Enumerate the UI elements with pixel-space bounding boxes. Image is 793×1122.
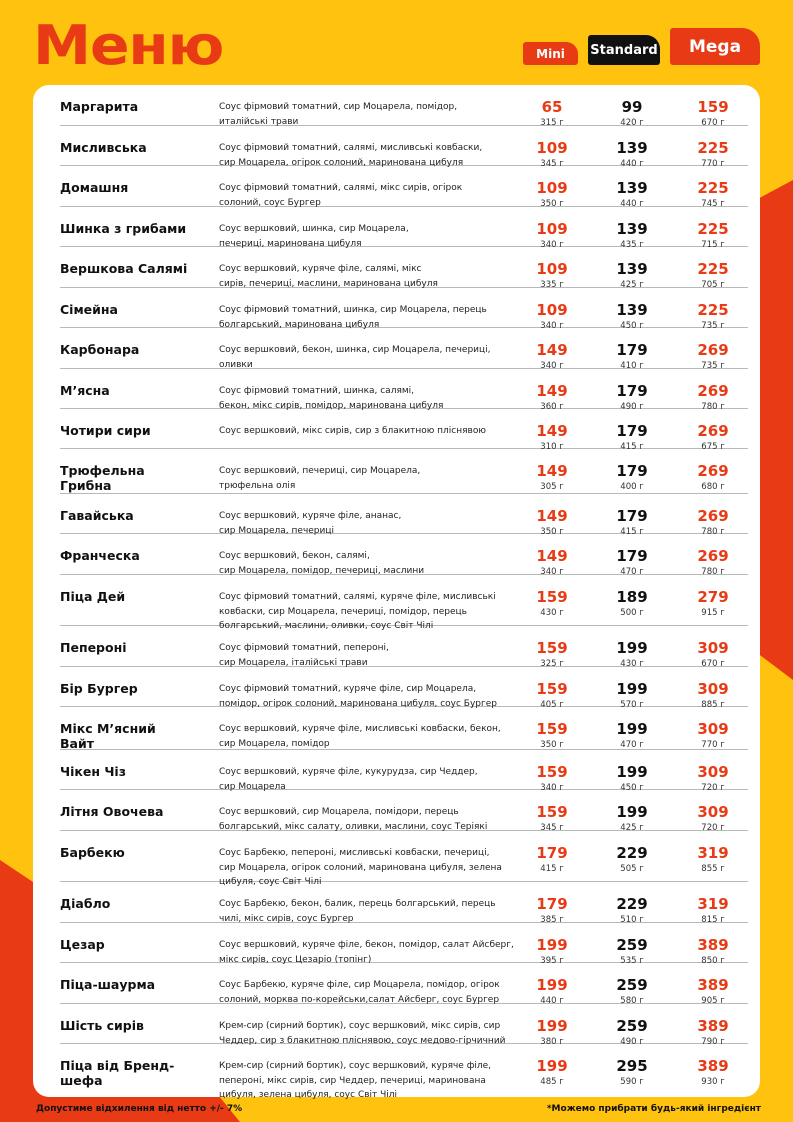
weight-mega: 850 г	[701, 956, 725, 966]
price-mini: 199	[536, 976, 568, 994]
menu-row	[60, 126, 748, 169]
price-standard: 199	[616, 639, 648, 657]
pizza-name: Мікс М’ясний Вайт	[60, 721, 156, 751]
weight-mega: 770 г	[701, 740, 725, 750]
pizza-name: Бір Бургер	[60, 681, 138, 696]
price-standard: 179	[616, 422, 648, 440]
price-mini: 109	[536, 220, 568, 238]
pizza-name: Сімейна	[60, 302, 118, 317]
weight-mega: 905 г	[701, 996, 725, 1006]
pizza-description: Соус Барбекю, бекон, балик, перець болгарський, перець чилі, мікс сирів, соус Бургер	[219, 899, 496, 924]
pizza-description: Соус фірмовий томатний, салямі, мисливські ковбаски, сир Моцарела, огірок солоний, маринована цибуля	[219, 143, 483, 168]
price-mini: 149	[536, 382, 568, 400]
weight-mega: 770 г	[701, 159, 725, 169]
weight-mini: 340 г	[540, 567, 564, 577]
pizza-description: Соус фірмовий томатний, салямі, куряче філе, мисливські ковбаски, сир Моцарела, печериці, помідор, перець болгарський, маслини, оливки, соус Світ Чілі	[219, 592, 496, 631]
weight-standard: 400 г	[620, 482, 644, 492]
price-mega: 309	[697, 803, 729, 821]
pizza-name: Барбекю	[60, 845, 125, 860]
price-mega: 225	[697, 301, 729, 319]
weight-standard: 415 г	[620, 527, 644, 537]
pizza-description: Соус вершковий, куряче філе, кукурудза, сир Чеддер, сир Моцарела	[219, 767, 478, 792]
price-mega: 225	[697, 179, 729, 197]
weight-standard: 435 г	[620, 240, 644, 250]
pizza-description: Соус фірмовий томатний, шинка, салямі, бекон, мікс сирів, помідор, маринована цибуля	[219, 386, 444, 411]
pizza-name: Піца від Бренд- шефа	[60, 1058, 175, 1088]
price-mini: 159	[536, 588, 568, 606]
price-mega: 309	[697, 680, 729, 698]
price-mini: 109	[536, 179, 568, 197]
weight-mega: 675 г	[701, 442, 725, 452]
price-standard: 139	[616, 179, 648, 197]
weight-standard: 490 г	[620, 1037, 644, 1047]
weight-mega: 715 г	[701, 240, 725, 250]
price-standard: 139	[616, 301, 648, 319]
weight-mini: 350 г	[540, 740, 564, 750]
price-mini: 109	[536, 260, 568, 278]
pizza-description: Соус вершковий, шинка, сир Моцарела, печериці, маринована цибуля	[219, 224, 409, 249]
price-standard: 229	[616, 895, 648, 913]
price-mini: 159	[536, 680, 568, 698]
weight-mini: 350 г	[540, 199, 564, 209]
price-standard: 199	[616, 803, 648, 821]
price-mini: 149	[536, 422, 568, 440]
pizza-name: Мисливська	[60, 140, 147, 155]
price-mini: 199	[536, 936, 568, 954]
price-standard: 179	[616, 507, 648, 525]
price-mega: 309	[697, 639, 729, 657]
price-standard: 139	[616, 139, 648, 157]
menu-row	[60, 449, 748, 494]
weight-mini: 350 г	[540, 527, 564, 537]
price-mega: 279	[697, 588, 729, 606]
menu-row	[60, 626, 748, 667]
price-mini: 179	[536, 844, 568, 862]
menu-row	[60, 1044, 748, 1100]
menu-row	[60, 534, 748, 575]
weight-mini: 310 г	[540, 442, 564, 452]
weight-mega: 670 г	[701, 118, 725, 128]
menu-row	[60, 882, 748, 923]
price-mega: 269	[697, 507, 729, 525]
price-standard: 199	[616, 680, 648, 698]
menu-row	[60, 409, 748, 452]
price-mega: 269	[697, 382, 729, 400]
price-mega: 319	[697, 895, 729, 913]
price-mega: 269	[697, 341, 729, 359]
price-mini: 65	[541, 98, 563, 116]
menu-row	[60, 166, 748, 207]
footer-note-ingredients: *Можемо прибрати будь-який інгредієнт	[546, 1104, 761, 1114]
weight-mini: 340 г	[540, 361, 564, 371]
price-mega: 319	[697, 844, 729, 862]
weight-mega: 745 г	[701, 199, 725, 209]
pizza-name: Шість сирів	[60, 1018, 144, 1033]
weight-mega: 780 г	[701, 567, 725, 577]
pizza-description: Соус Барбекю, куряче філе, сир Моцарела, помідор, огірок солоний, морква по-корейськи,салат Айсберг, соус Бургер	[219, 980, 500, 1005]
weight-mini: 340 г	[540, 783, 564, 793]
price-standard: 139	[616, 260, 648, 278]
weight-mini: 485 г	[540, 1077, 564, 1087]
price-mega: 389	[697, 1057, 729, 1075]
pizza-name: Шинка з грибами	[60, 221, 187, 236]
price-mega: 309	[697, 720, 729, 738]
price-standard: 259	[616, 1017, 648, 1035]
price-standard: 259	[616, 976, 648, 994]
weight-mini: 360 г	[540, 402, 564, 412]
price-mega: 269	[697, 547, 729, 565]
menu-row	[60, 207, 748, 250]
weight-mini: 335 г	[540, 280, 564, 290]
price-mega: 225	[697, 139, 729, 157]
weight-mega: 735 г	[701, 361, 725, 371]
weight-mega: 670 г	[701, 659, 725, 669]
pizza-description: Соус фірмовий томатний, шинка, сир Моцарела, перець болгарський, маринована цибуля	[219, 305, 487, 330]
pizza-name: Пепероні	[60, 640, 127, 655]
pizza-name: Карбонара	[60, 342, 140, 357]
price-mini: 109	[536, 301, 568, 319]
price-standard: 199	[616, 763, 648, 781]
price-mini: 149	[536, 462, 568, 480]
price-mega: 159	[697, 98, 729, 116]
price-mega: 389	[697, 1017, 729, 1035]
price-standard: 99	[621, 98, 643, 116]
weight-standard: 425 г	[620, 280, 644, 290]
price-mini: 149	[536, 547, 568, 565]
menu-row	[60, 707, 748, 750]
pizza-description: Соус вершковий, печериці, сир Моцарела, трюфельна олія	[219, 466, 421, 491]
weight-standard: 440 г	[620, 199, 644, 209]
weight-mega: 915 г	[701, 608, 725, 618]
price-mini: 159	[536, 639, 568, 657]
price-standard: 259	[616, 936, 648, 954]
weight-mini: 345 г	[540, 823, 564, 833]
weight-standard: 510 г	[620, 915, 644, 925]
menu-row	[60, 831, 748, 887]
pizza-description: Соус вершковий, куряче філе, ананас, сир Моцарела, печериці	[219, 511, 402, 536]
menu-row	[60, 923, 748, 966]
weight-mega: 855 г	[701, 864, 725, 874]
price-standard: 229	[616, 844, 648, 862]
weight-standard: 440 г	[620, 159, 644, 169]
price-standard: 179	[616, 341, 648, 359]
pizza-name: М’ясна	[60, 383, 110, 398]
pizza-description: Соус вершковий, куряче філе, бекон, помідор, салат Айсберг, мікс сирів, соус Цезаріо (топінг)	[219, 940, 514, 965]
weight-mega: 680 г	[701, 482, 725, 492]
weight-mega: 815 г	[701, 915, 725, 925]
price-mega: 309	[697, 763, 729, 781]
price-mini: 199	[536, 1017, 568, 1035]
pizza-description: Крем-сир (сирний бортик), соус вершковий, мікс сирів, сир Чеддер, сир з блакитною пліснявою, соус медово-гірчичний	[219, 1021, 506, 1046]
price-standard: 295	[616, 1057, 648, 1075]
weight-mega: 885 г	[701, 700, 725, 710]
pizza-description: Соус Барбекю, пепероні, мисливські ковбаски, печериці, сир Моцарела, огірок солоний, маринована цибуля, зелена цибуля, соус Світ Чілі	[219, 848, 502, 887]
pizza-description: Соус вершковий, сир Моцарела, помідори, перець болгарський, мікс салату, оливки, маслини, соус Теріякі	[219, 807, 488, 832]
price-mega: 225	[697, 260, 729, 278]
weight-standard: 505 г	[620, 864, 644, 874]
pizza-name: Літня Овочева	[60, 804, 164, 819]
price-standard: 179	[616, 462, 648, 480]
menu-row	[60, 667, 748, 710]
price-mini: 109	[536, 139, 568, 157]
weight-standard: 470 г	[620, 567, 644, 577]
pizza-name: Чотири сири	[60, 423, 151, 438]
size-tab-mini: Mini	[523, 42, 578, 65]
pizza-description: Соус вершковий, бекон, шинка, сир Моцарела, печериці, оливки	[219, 345, 491, 370]
pizza-description: Соус вершковий, мікс сирів, сир з блакитною пліснявою	[219, 426, 486, 436]
weight-standard: 430 г	[620, 659, 644, 669]
weight-mini: 345 г	[540, 159, 564, 169]
pizza-name: Домашня	[60, 180, 129, 195]
menu-row	[60, 575, 748, 631]
page-title: Меню	[33, 14, 224, 77]
pizza-name: Чікен Чіз	[60, 764, 126, 779]
weight-standard: 570 г	[620, 700, 644, 710]
weight-standard: 450 г	[620, 783, 644, 793]
price-mini: 179	[536, 895, 568, 913]
pizza-name: Діабло	[60, 896, 111, 911]
weight-mini: 315 г	[540, 118, 564, 128]
weight-standard: 535 г	[620, 956, 644, 966]
pizza-name: Гавайська	[60, 508, 134, 523]
pizza-description: Соус фірмовий томатний, салямі, мікс сирів, огірок солоний, соус Бургер	[219, 183, 463, 208]
menu-card	[33, 85, 760, 1100]
price-standard: 199	[616, 720, 648, 738]
menu-row	[60, 494, 748, 537]
price-standard: 179	[616, 547, 648, 565]
weight-standard: 470 г	[620, 740, 644, 750]
pizza-name: Маргарита	[60, 99, 139, 114]
pizza-name: Вершкова Салямі	[60, 261, 188, 276]
menu-row	[60, 369, 748, 412]
pizza-description: Соус фірмовий томатний, куряче філе, сир Моцарела, помідор, огірок солоний, маринована цибуля, соус Бургер	[219, 684, 497, 709]
weight-mega: 780 г	[701, 527, 725, 537]
weight-standard: 420 г	[620, 118, 644, 128]
price-mega: 225	[697, 220, 729, 238]
menu-row	[60, 328, 748, 369]
weight-standard: 415 г	[620, 442, 644, 452]
weight-mega: 705 г	[701, 280, 725, 290]
price-mini: 159	[536, 720, 568, 738]
weight-standard: 500 г	[620, 608, 644, 618]
weight-mega: 735 г	[701, 321, 725, 331]
weight-mini: 415 г	[540, 864, 564, 874]
weight-mega: 720 г	[701, 823, 725, 833]
price-mega: 389	[697, 976, 729, 994]
pizza-name: Франческа	[60, 548, 140, 563]
price-standard: 179	[616, 382, 648, 400]
menu-row	[60, 85, 748, 126]
weight-mini: 325 г	[540, 659, 564, 669]
price-standard: 189	[616, 588, 648, 606]
weight-mega: 790 г	[701, 1037, 725, 1047]
weight-mini: 340 г	[540, 321, 564, 331]
weight-mini: 440 г	[540, 996, 564, 1006]
weight-standard: 490 г	[620, 402, 644, 412]
price-mega: 389	[697, 936, 729, 954]
pizza-name: Трюфельна Грибна	[60, 463, 145, 493]
weight-mini: 380 г	[540, 1037, 564, 1047]
menu-row	[60, 750, 748, 793]
weight-standard: 580 г	[620, 996, 644, 1006]
weight-standard: 425 г	[620, 823, 644, 833]
pizza-name: Піца Дей	[60, 589, 126, 604]
menu-row	[60, 288, 748, 331]
weight-standard: 410 г	[620, 361, 644, 371]
price-mega: 269	[697, 462, 729, 480]
weight-mini: 430 г	[540, 608, 564, 618]
price-mega: 269	[697, 422, 729, 440]
pizza-description: Соус вершковий, куряче філе, салямі, мікс сирів, печериці, маслини, маринована цибуля	[219, 264, 438, 289]
weight-mini: 405 г	[540, 700, 564, 710]
pizza-description: Крем-сир (сирний бортик), соус вершковий, куряче філе, пепероні, мікс сирів, сир Чеддер, печериці, маринована цибуля, зелена цибуля, соус Світ Чілі	[219, 1061, 492, 1100]
weight-mini: 385 г	[540, 915, 564, 925]
price-mini: 159	[536, 803, 568, 821]
weight-mega: 930 г	[701, 1077, 725, 1087]
pizza-description: Соус фірмовий томатний, пепероні, сир Моцарела, італійські трави	[219, 643, 389, 668]
pizza-description: Соус вершковий, куряче філе, мисливські ковбаски, бекон, сир Моцарела, помідор	[219, 724, 501, 749]
menu-row	[60, 790, 748, 831]
size-tab-mega: Mega	[670, 28, 760, 65]
footer-note-tolerance: Допустиме відхилення від нетто +/- 7%	[36, 1104, 243, 1114]
menu-row	[60, 963, 748, 1004]
weight-mini: 340 г	[540, 240, 564, 250]
weight-standard: 450 г	[620, 321, 644, 331]
weight-mega: 720 г	[701, 783, 725, 793]
menu-row	[60, 1004, 748, 1047]
price-mini: 159	[536, 763, 568, 781]
pizza-name: Цезар	[60, 937, 105, 952]
menu-row	[60, 247, 748, 288]
price-mini: 149	[536, 341, 568, 359]
pizza-description: Соус фірмовий томатний, сир Моцарела, помідор, италійські трави	[219, 102, 458, 127]
pizza-name: Піца-шаурма	[60, 977, 156, 992]
price-mini: 149	[536, 507, 568, 525]
weight-mini: 395 г	[540, 956, 564, 966]
weight-mini: 305 г	[540, 482, 564, 492]
price-mini: 199	[536, 1057, 568, 1075]
size-tab-standard: Standard	[588, 35, 660, 65]
pizza-description: Соус вершковий, бекон, салямі, сир Моцарела, помідор, печериці, маслини	[219, 551, 425, 576]
weight-mega: 780 г	[701, 402, 725, 412]
weight-standard: 590 г	[620, 1077, 644, 1087]
price-standard: 139	[616, 220, 648, 238]
